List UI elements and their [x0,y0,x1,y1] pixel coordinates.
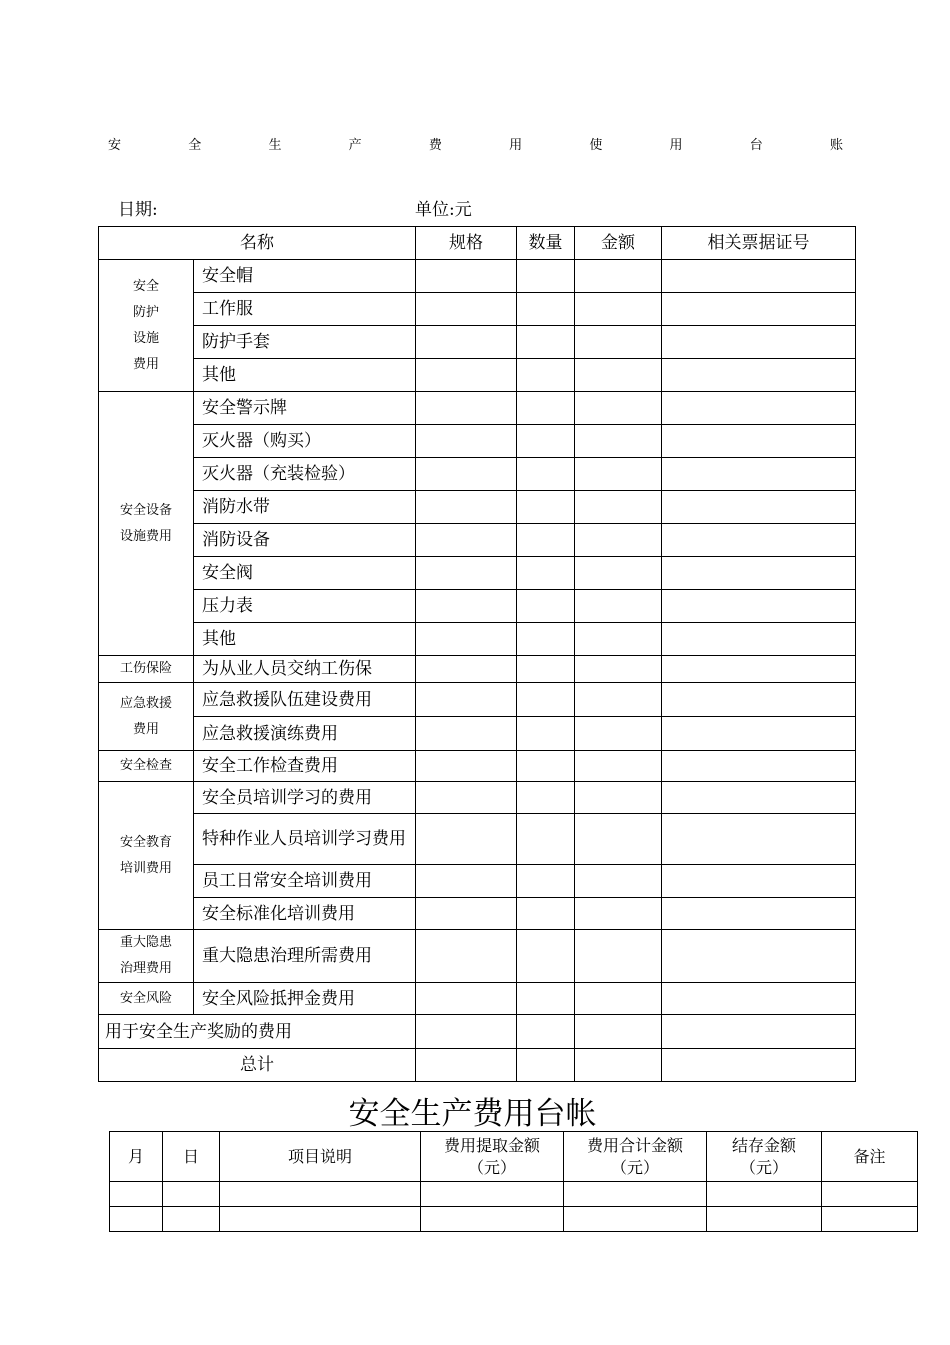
entry-cell[interactable] [517,898,575,930]
column-header: 名称 [99,227,416,260]
entry-cell[interactable] [416,865,517,898]
entry-cell[interactable] [575,1015,662,1049]
spaced-document-title [108,134,843,153]
header-row [110,1132,918,1182]
entry-cell[interactable] [662,751,856,782]
title-char: 产 [348,138,362,153]
category-cell [99,683,194,751]
entry-cell[interactable] [662,326,856,359]
category-cell [99,260,194,392]
category-cell [99,656,194,683]
entry-cell[interactable] [662,425,856,458]
entry-cell[interactable] [662,392,856,425]
account-row [110,1182,918,1207]
column-header-text: 结存金额 [731,1135,796,1155]
item-name: 灭火器（充装检验） [194,458,416,491]
expense-ledger-table [98,226,856,1082]
entry-cell[interactable] [662,1049,856,1082]
entry-cell[interactable] [662,260,856,293]
entry-cell[interactable] [163,1182,220,1207]
item-row [99,751,856,782]
item-name: 防护手套 [194,326,416,359]
category-label: 安全检查 [119,758,172,773]
column-header [707,1132,822,1182]
item-row [99,359,856,392]
entry-cell[interactable] [416,590,517,623]
title-char: 账 [829,138,843,153]
entry-cell[interactable] [416,717,517,751]
item-row [99,865,856,898]
title-char: 用 [669,138,683,153]
item-name: 消防设备 [194,524,416,557]
category-label: 费用 [132,721,159,737]
entry-cell[interactable] [517,458,575,491]
entry-cell[interactable] [416,751,517,782]
entry-cell[interactable] [517,814,575,865]
entry-cell[interactable] [416,392,517,425]
title-char: 安 [108,138,122,153]
item-name: 消防水带 [194,491,416,524]
entry-cell[interactable] [662,865,856,898]
entry-cell[interactable] [564,1182,707,1207]
entry-cell[interactable] [517,983,575,1015]
title-char: 台 [749,138,763,153]
item-row [99,983,856,1015]
entry-cell[interactable] [575,865,662,898]
item-name: 安全警示牌 [194,392,416,425]
entry-cell[interactable] [662,458,856,491]
entry-cell[interactable] [416,425,517,458]
entry-cell[interactable] [575,491,662,524]
column-header: 日 [163,1132,220,1182]
column-header-unit: （元） [610,1157,659,1177]
entry-cell[interactable] [662,359,856,392]
entry-cell[interactable] [517,260,575,293]
item-row [99,590,856,623]
item-name: 为从业人员交纳工伤保 [194,656,416,683]
reward-label: 用于安全生产奖励的费用 [99,1015,416,1049]
entry-cell[interactable] [517,623,575,656]
entry-cell[interactable] [517,590,575,623]
entry-cell[interactable] [416,623,517,656]
item-row [99,524,856,557]
entry-cell[interactable] [575,623,662,656]
header-row [99,227,856,260]
entry-cell[interactable] [416,260,517,293]
category-cell [99,392,194,656]
item-row [99,260,856,293]
unit-label: 单位:元 [415,200,472,220]
column-header [564,1132,707,1182]
category-label: 安全风险 [119,990,172,1006]
item-row [99,623,856,656]
entry-cell[interactable] [517,491,575,524]
category-label: 治理费用 [119,961,172,976]
entry-cell[interactable] [517,425,575,458]
entry-cell[interactable] [662,930,856,983]
entry-cell[interactable] [707,1182,822,1207]
entry-cell[interactable] [517,392,575,425]
column-header: 项目说明 [220,1132,421,1182]
item-row [99,491,856,524]
title-char: 全 [188,138,202,153]
entry-cell[interactable] [110,1182,163,1207]
entry-cell[interactable] [575,557,662,590]
category-cell [99,983,194,1015]
entry-cell[interactable] [416,491,517,524]
entry-cell[interactable] [416,326,517,359]
entry-cell[interactable] [517,326,575,359]
item-name: 员工日常安全培训费用 [194,865,416,898]
column-header: 金额 [575,227,662,260]
item-name: 工作服 [194,293,416,326]
entry-cell[interactable] [416,930,517,983]
column-header: 相关票据证号 [662,227,856,260]
item-name: 应急救援队伍建设费用 [194,683,416,717]
title-char: 用 [509,138,523,153]
entry-cell[interactable] [163,1207,220,1232]
item-row [99,898,856,930]
entry-cell[interactable] [575,590,662,623]
column-header-text: 费用提取金额 [443,1135,540,1155]
category-cell [99,751,194,782]
entry-cell[interactable] [662,524,856,557]
entry-cell[interactable] [662,590,856,623]
item-name: 特种作业人员培训学习费用 [194,814,416,865]
entry-cell[interactable] [662,623,856,656]
entry-cell[interactable] [575,359,662,392]
entry-cell[interactable] [517,782,575,814]
entry-cell[interactable] [421,1182,564,1207]
entry-cell[interactable] [662,683,856,717]
entry-cell[interactable] [416,898,517,930]
column-header: 月 [110,1132,163,1182]
entry-cell[interactable] [575,326,662,359]
entry-cell[interactable] [517,865,575,898]
entry-cell[interactable] [517,293,575,326]
item-row [99,814,856,865]
item-name: 安全阀 [194,557,416,590]
entry-cell[interactable] [575,656,662,683]
entry-cell[interactable] [416,359,517,392]
column-header-unit: （元） [739,1157,788,1177]
item-name: 安全标准化培训费用 [194,898,416,930]
item-row [99,557,856,590]
entry-cell[interactable] [416,293,517,326]
entry-cell[interactable] [575,425,662,458]
entry-cell[interactable] [517,751,575,782]
column-header: 规格 [416,227,517,260]
entry-cell[interactable] [662,557,856,590]
item-row [99,782,856,814]
entry-cell[interactable] [575,1049,662,1082]
entry-cell[interactable] [575,683,662,717]
title-char: 生 [268,138,282,153]
entry-cell[interactable] [707,1207,822,1232]
entry-cell[interactable] [575,782,662,814]
item-name: 安全帽 [194,260,416,293]
item-row [99,683,856,717]
entry-cell[interactable] [416,1015,517,1049]
entry-cell[interactable] [575,751,662,782]
item-name: 灭火器（购买） [194,425,416,458]
category-label: 重大隐患 [119,935,172,950]
item-name: 安全员培训学习的费用 [194,782,416,814]
category-cell [99,782,194,930]
total-label: 总计 [99,1049,416,1082]
date-label: 日期: [118,200,158,220]
item-name: 其他 [194,359,416,392]
entry-cell[interactable] [575,524,662,557]
entry-cell[interactable] [416,683,517,717]
category-label: 费用 [132,356,159,372]
reward-row [99,1015,856,1049]
item-row [99,392,856,425]
entry-cell[interactable] [575,458,662,491]
entry-cell[interactable] [822,1182,918,1207]
item-name: 应急救援演练费用 [194,717,416,751]
item-row [99,293,856,326]
item-row [99,717,856,751]
entry-cell[interactable] [517,1049,575,1082]
entry-cell[interactable] [575,717,662,751]
entry-cell[interactable] [517,359,575,392]
entry-cell[interactable] [575,930,662,983]
entry-cell[interactable] [517,1015,575,1049]
entry-cell[interactable] [662,717,856,751]
expense-account-table [109,1131,918,1232]
entry-cell[interactable] [575,983,662,1015]
entry-cell[interactable] [662,1015,856,1049]
title-char: 使 [589,138,603,153]
column-header-text: 费用合计金额 [586,1135,683,1155]
entry-cell[interactable] [517,557,575,590]
entry-cell[interactable] [564,1207,707,1232]
item-name: 安全工作检查费用 [194,751,416,782]
entry-cell[interactable] [822,1207,918,1232]
title-char: 费 [428,138,442,153]
column-header: 数量 [517,227,575,260]
entry-cell[interactable] [416,782,517,814]
category-label: 培训费用 [119,860,172,876]
item-name: 重大隐患治理所需费用 [194,930,416,983]
entry-cell[interactable] [575,898,662,930]
entry-cell[interactable] [662,983,856,1015]
entry-cell[interactable] [662,898,856,930]
entry-cell[interactable] [416,656,517,683]
item-row [99,458,856,491]
category-label: 设施 [132,330,159,346]
entry-cell[interactable] [416,1049,517,1082]
item-row [99,930,856,983]
item-row [99,656,856,683]
total-row [99,1049,856,1082]
column-header-unit: （元） [467,1157,516,1177]
entry-cell[interactable] [416,814,517,865]
category-label: 工伤保险 [119,661,172,676]
category-label: 防护 [132,304,159,320]
account-row [110,1207,918,1232]
item-name: 压力表 [194,590,416,623]
category-label: 安全设备 [119,502,172,518]
entry-cell[interactable] [220,1207,421,1232]
category-label: 设施费用 [119,528,172,544]
entry-cell[interactable] [517,717,575,751]
column-header: 备注 [822,1132,918,1182]
entry-cell[interactable] [517,930,575,983]
category-label: 安全教育 [119,834,172,850]
entry-cell[interactable] [416,557,517,590]
entry-cell[interactable] [416,524,517,557]
entry-cell[interactable] [575,293,662,326]
entry-cell[interactable] [662,782,856,814]
item-name: 其他 [194,623,416,656]
second-table-title: 安全生产费用台帐 [348,1096,597,1132]
entry-cell[interactable] [517,683,575,717]
category-label: 安全 [132,278,159,294]
entry-cell[interactable] [110,1207,163,1232]
item-row [99,326,856,359]
entry-cell[interactable] [421,1207,564,1232]
entry-cell[interactable] [575,814,662,865]
entry-cell[interactable] [517,524,575,557]
category-cell [99,930,194,983]
entry-cell[interactable] [662,293,856,326]
item-name: 安全风险抵押金费用 [194,983,416,1015]
entry-cell[interactable] [220,1182,421,1207]
entry-cell[interactable] [662,814,856,865]
column-header [421,1132,564,1182]
entry-cell[interactable] [662,491,856,524]
item-row [99,425,856,458]
entry-cell[interactable] [662,656,856,683]
category-label: 应急救援 [119,695,172,711]
entry-cell[interactable] [517,656,575,683]
entry-cell[interactable] [416,458,517,491]
entry-cell[interactable] [416,983,517,1015]
entry-cell[interactable] [575,392,662,425]
entry-cell[interactable] [575,260,662,293]
